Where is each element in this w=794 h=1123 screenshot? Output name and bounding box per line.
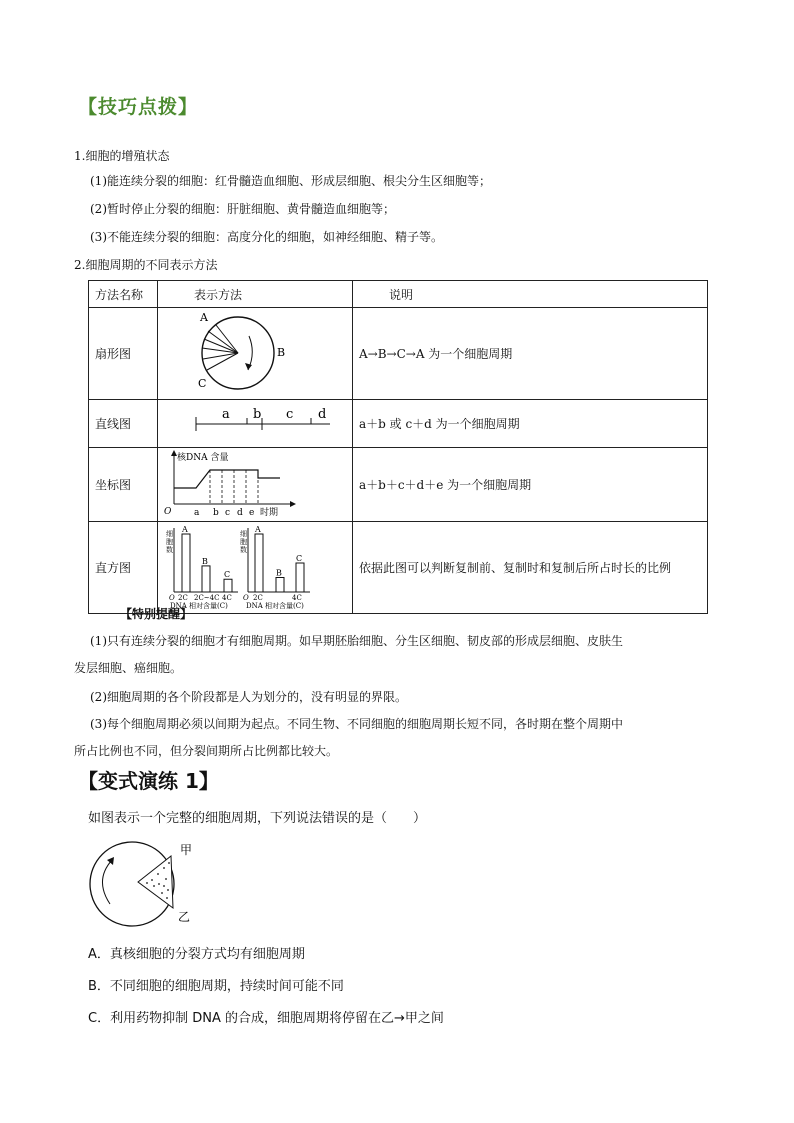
header-description: 说明	[353, 281, 708, 308]
hist1-bar-label: B	[202, 556, 208, 566]
row-desc-fan: A→B→C→A 为一个细胞周期	[353, 308, 708, 400]
fan-diagram-cell	[158, 308, 353, 400]
line-label-d: d	[318, 407, 327, 422]
hist2-xlabel: DNA 相对含量(C)	[246, 602, 304, 610]
coord-origin: O	[164, 507, 172, 517]
hist1-tick: 4C	[222, 594, 232, 602]
row-desc-coord: a＋b＋c＋d＋e 为一个细胞周期	[353, 448, 708, 522]
cycle-arrowhead	[107, 857, 114, 865]
hist1-ylabel-char: 数	[166, 546, 173, 554]
coord-tick-a: a	[194, 508, 200, 518]
hist2-bar-label: A	[255, 525, 261, 534]
coord-tick-d: d	[237, 508, 243, 518]
line-label-c: c	[286, 407, 294, 422]
hist2-ylabel-char: 细	[240, 530, 247, 538]
hist1-bar-label: A	[182, 525, 188, 534]
fan-label-b: B	[277, 346, 286, 359]
coord-diagram-cell	[158, 448, 353, 522]
fan-label-a: A	[200, 311, 208, 324]
methods-table	[88, 280, 708, 614]
hist2-bar	[296, 563, 304, 592]
row-desc-line: a＋b 或 c＋d 为一个细胞周期	[353, 400, 708, 448]
line-label-b: b	[253, 407, 262, 422]
row-name-coord: 坐标图	[89, 448, 158, 522]
reminder-line: (3)每个细胞周期必须以间期为起点。不同生物、不同细胞的细胞周期长短不同，各时期在整个周期中	[90, 717, 624, 731]
hist2-ylabel-char: 数	[240, 546, 247, 554]
line-diagram-cell	[158, 400, 353, 448]
reminder-title: 【特别提醒】	[120, 607, 193, 621]
option-a[interactable]: A．真核细胞的分裂方式均有细胞周期	[88, 947, 305, 962]
hist2-tick: 2C	[253, 594, 263, 602]
cell-cycle-figure	[80, 838, 210, 926]
point1-heading: 1.细胞的增殖状态	[74, 149, 170, 163]
fan-arrowhead	[245, 363, 252, 370]
cycle-arrow	[102, 860, 112, 904]
hist2-ylabel-char: 胞	[240, 538, 247, 546]
hist2-bar	[276, 578, 284, 593]
hist2-tick: O	[243, 594, 249, 602]
reminder-line: 发层细胞、癌细胞。	[74, 661, 183, 675]
hist1-tick: O	[169, 594, 175, 602]
hist2-bar	[255, 534, 263, 592]
coord-xlabel: 时期	[260, 508, 279, 518]
header-method-name: 方法名称	[89, 281, 158, 308]
label-yi: 乙	[178, 910, 191, 924]
row-name-hist: 直方图	[89, 522, 158, 614]
line-label-a: a	[222, 407, 230, 422]
hist2-bar-label: C	[296, 554, 303, 563]
point2-heading: 2.细胞周期的不同表示方法	[74, 258, 218, 272]
section-title-skill: 【技巧点拨】	[78, 96, 199, 118]
fan-diagram	[158, 308, 316, 396]
row-name-line: 直线图	[89, 400, 158, 448]
reminder-line: (2)细胞周期的各个阶段都是人为划分的，没有明显的界限。	[90, 690, 408, 704]
point1-item: (2)暂时停止分裂的细胞：肝脏细胞、黄骨髓造血细胞等；	[90, 202, 396, 216]
fan-label-c: C	[198, 377, 207, 390]
hist1-tick: 2C	[178, 594, 188, 602]
row-name-fan: 扇形图	[89, 308, 158, 400]
coord-tick-e: e	[249, 508, 255, 518]
header-representation: 表示方法	[158, 281, 353, 308]
exercise-title: 【变式演练 1】	[78, 769, 219, 793]
coord-ylabel: 核DNA 含量	[177, 453, 229, 463]
hist1-bar	[202, 566, 210, 592]
label-jia: 甲	[180, 843, 193, 857]
hist1-bar	[224, 579, 232, 592]
hist-diagram-cell	[158, 522, 353, 614]
line-diagram	[158, 400, 327, 444]
coord-curve	[174, 470, 280, 488]
hist-diagram	[158, 522, 316, 610]
hist1-xlabel: DNA 相对含量(C)	[170, 602, 228, 610]
hist1-bar-label: C	[224, 570, 231, 580]
coord-x-arrow	[290, 501, 296, 507]
point1-item: (1)能连续分裂的细胞：红骨髓造血细胞、形成层细胞、根尖分生区细胞等；	[90, 174, 492, 188]
reminder-line: 所占比例也不同，但分裂间期所占比例都比较大。	[74, 744, 339, 758]
reminder-line: (1)只有连续分裂的细胞才有细胞周期。如早期胚胎细胞、分生区细胞、韧皮部的形成层细胞、皮肤生	[90, 634, 624, 648]
hist1-ylabel-char: 胞	[166, 538, 173, 546]
hist1-bar	[182, 534, 190, 592]
coord-tick-c: c	[225, 508, 231, 518]
hist1-ylabel-char: 细	[166, 530, 173, 538]
hist1-tick: 2C~4C	[194, 594, 220, 602]
coord-tick-b: b	[213, 508, 219, 518]
option-b[interactable]: B．不同细胞的细胞周期，持续时间可能不同	[88, 979, 344, 994]
cycle-sector	[138, 856, 173, 908]
option-c[interactable]: C．利用药物抑制 DNA 的合成，细胞周期将停留在乙→甲之间	[88, 1011, 444, 1026]
hist2-bar-label: B	[276, 568, 282, 578]
coord-diagram	[158, 448, 316, 518]
exercise-question: 如图表示一个完整的细胞周期，下列说法错误的是（ ）	[88, 811, 427, 826]
row-desc-hist: 依据此图可以判断复制前、复制时和复制后所占时长的比例	[353, 522, 708, 614]
hist2-tick: 4C	[292, 594, 302, 602]
point1-item: (3)不能连续分裂的细胞：高度分化的细胞，如神经细胞、精子等。	[90, 230, 444, 244]
